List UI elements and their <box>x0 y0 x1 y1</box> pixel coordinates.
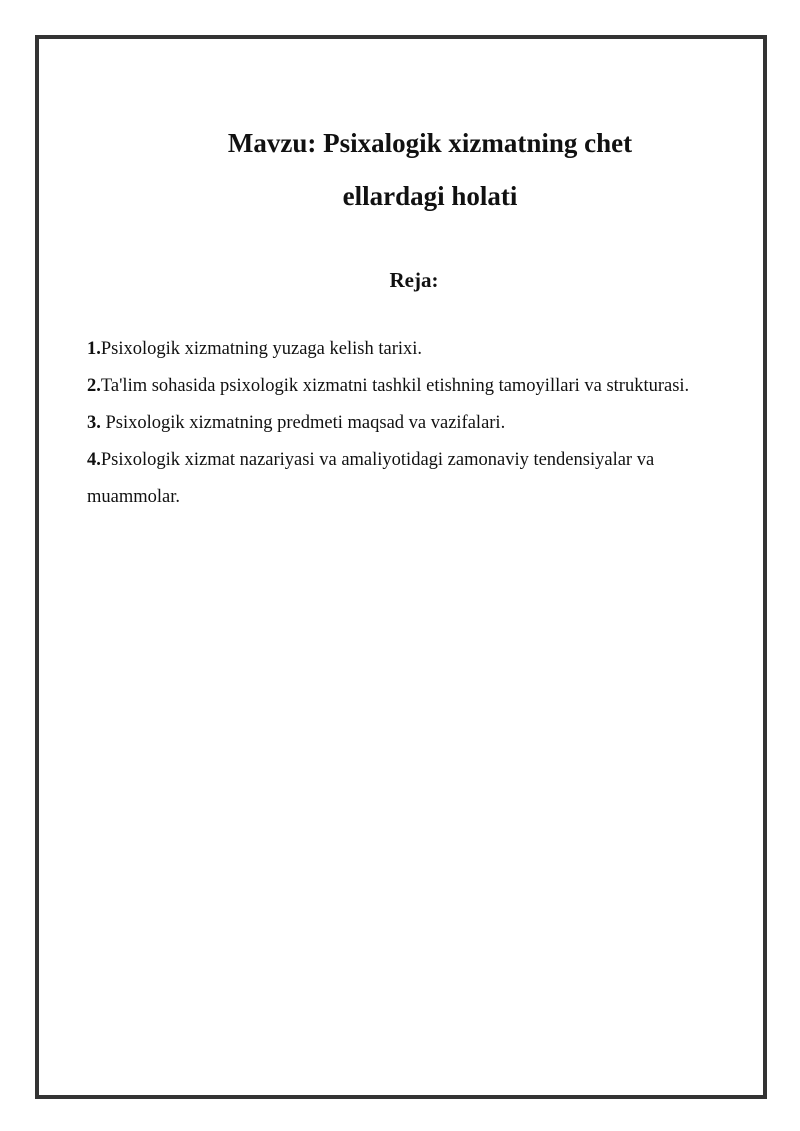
plan-list <box>87 331 732 516</box>
plan-item-text: Psixologik xizmatning predmeti maqsad va vazifalari. <box>100 413 506 433</box>
plan-item-number: 4. <box>87 450 101 470</box>
plan-item-number: 2. <box>87 376 101 396</box>
plan-item-1 <box>87 331 732 368</box>
title-line-2: ellardagi holati <box>342 181 518 211</box>
plan-item-3 <box>87 405 732 442</box>
plan-item-text: Psixologik xizmatning yuzaga kelish tarixi. <box>100 339 423 359</box>
plan-item-text: Ta'lim sohasida psixologik xizmatni tashkil etishning tamoyillari va strukturasi. <box>100 376 690 396</box>
plan-item-4 <box>87 442 732 516</box>
plan-item-2 <box>87 368 732 405</box>
plan-item-number: 3. <box>87 413 101 433</box>
plan-item-text: Psixologik xizmat nazariyasi va amaliyotidagi zamonaviy tendensiyalar va muammolar. <box>87 450 655 507</box>
title-line-1: Mavzu: Psixalogik xizmatning chet <box>227 128 633 158</box>
plan-item-number: 1. <box>87 339 101 359</box>
plan-heading: Reja: <box>389 268 439 292</box>
